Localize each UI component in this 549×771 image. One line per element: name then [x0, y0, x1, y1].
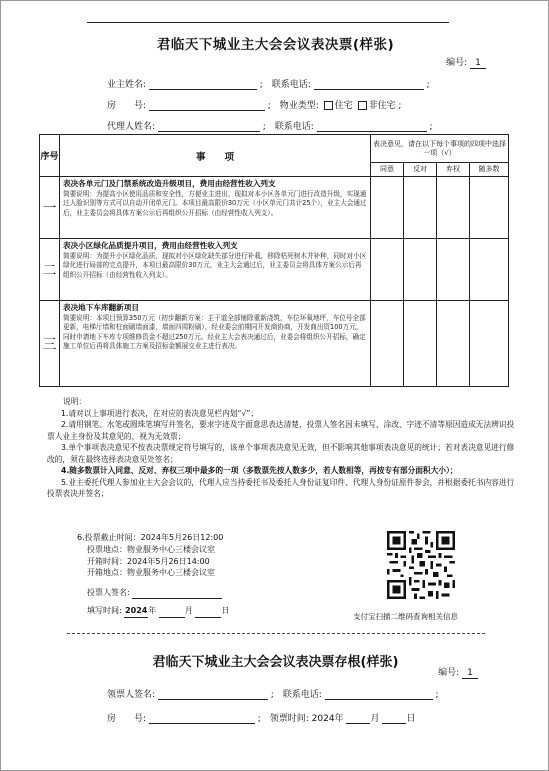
receive-day-label: 日 — [406, 714, 416, 724]
year-label: 年 — [148, 605, 157, 615]
ballot-title: 君临天下城业主大会会议表决票(样张) — [156, 37, 395, 53]
qr-code[interactable] — [387, 531, 455, 599]
item-title: 表决各单元门及门禁系统改造升级项目，费用由经营性收入列支 — [63, 179, 276, 188]
residential-checkbox[interactable] — [324, 101, 333, 110]
col-opinion-header: 表决意见，请在以下每个事项的四项中选择一项（√） — [371, 135, 509, 163]
owner-row: 业主姓名: ; 联系电话: ; — [107, 80, 430, 90]
voter-sign-label: 投票人签名: — [87, 588, 130, 598]
choice-agree-header: 同意 — [371, 163, 404, 177]
choice-majority-header: 随多数 — [470, 163, 509, 177]
stub-house-label: 房 号: — [107, 714, 147, 724]
property-type-label: 物业类型: — [279, 101, 319, 111]
proxy-name-label: 代理人姓名: — [107, 122, 156, 132]
serial-value: 1 — [470, 58, 486, 69]
item-number: 一 — [40, 177, 60, 239]
qr-caption: 支付宝扫描二维码查询相关信息 — [353, 612, 458, 621]
receive-time-label: 领票时间: — [269, 714, 309, 724]
residential-option: 住宅 — [334, 101, 353, 111]
stub-serial-label: 编号: — [438, 668, 460, 678]
proxy-row: 代理人姓名: ; 联系电话: ; — [107, 122, 433, 132]
owner-name-label: 业主姓名: — [107, 80, 147, 90]
vote-oppose-cell[interactable] — [404, 301, 437, 387]
vote-table — [39, 134, 509, 387]
vote-abstain-cell[interactable] — [437, 177, 470, 239]
cut-line — [67, 633, 485, 634]
deadline: 6.投票截止时间：2024年5月26日12:00 — [77, 533, 224, 542]
phone-label: 联系电话: — [271, 80, 311, 90]
item-title: 表决小区绿化品质提升项目，费用由经营性收入列支 — [63, 241, 238, 250]
vote-majority-cell[interactable] — [470, 239, 509, 301]
vote-agree-cell[interactable] — [371, 177, 404, 239]
fill-month-field[interactable] — [159, 607, 185, 618]
house-label: 房 号: — [107, 101, 147, 111]
vote-abstain-cell[interactable] — [437, 239, 470, 301]
proxy-phone-field[interactable] — [317, 121, 427, 132]
choice-abstain-header: 弃权 — [437, 163, 470, 177]
note-1: 1.请对以上事项进行表决，在对应的表决意见栏内划“√”； — [61, 408, 259, 418]
stub-title: 君临天下城业主大会会议表决票存根(样张) — [152, 655, 399, 670]
house-row: 房 号: ; 物业类型: 住宅 非住宅 ; — [107, 101, 402, 111]
table-row — [40, 301, 509, 387]
item-number: 二 — [40, 239, 60, 301]
vote-agree-cell[interactable] — [371, 239, 404, 301]
note-4: 4.随多数票计入同意、反对、弃权三项中最多的一项（多数票先按人数多少，若人数相等，再按专有部分面积大小）； — [61, 466, 458, 475]
stub-house-field[interactable] — [149, 713, 255, 724]
stub-phone-field[interactable] — [325, 689, 433, 700]
serial-label: 编号: — [446, 58, 468, 68]
receive-month-label: 月 — [370, 714, 380, 724]
day-label: 日 — [221, 605, 230, 615]
month-label: 月 — [184, 605, 193, 615]
non-residential-option: 非住宅 — [368, 101, 396, 111]
notes-heading: 说明： — [63, 397, 87, 406]
choice-oppose-header: 反对 — [404, 163, 437, 177]
item-content — [60, 239, 371, 301]
count-time: 开箱时间：2024年5月26日14:00 — [87, 556, 210, 566]
stub-receiver-row: 领票人签名: ; 联系电话: ; — [107, 690, 439, 700]
note-3: 3.单个事项表决意见不按表决票规定符号填写的，该单个事项表决意见无效，但不影响其他事项表决意见的统计；若对表决意见进行修改的，须在最终选择表决意见处签名； — [47, 443, 515, 464]
vote-location: 投票地点：物业服务中心三楼会议室 — [87, 544, 215, 554]
stub-serial — [438, 665, 478, 679]
item-title: 表决地下车库翻新项目 — [63, 303, 139, 312]
voting-info — [77, 532, 229, 618]
vote-oppose-cell[interactable] — [404, 177, 437, 239]
owner-name-field[interactable] — [149, 79, 257, 90]
receiver-field[interactable] — [158, 689, 268, 700]
non-residential-checkbox[interactable] — [358, 101, 367, 110]
serial-number — [446, 55, 486, 69]
fill-date-label: 填写时间: — [87, 605, 122, 615]
phone-field[interactable] — [314, 79, 424, 90]
top-rule — [87, 22, 449, 23]
stub-house-row: 房 号: ; 领票时间: 2024年 月 日 — [107, 714, 416, 724]
fill-year: 2024 — [124, 605, 148, 618]
note-2: 2.请用钢笔、水笔或圆珠笔填写并签名，要求字迹及字面意思表达清楚，投票人签名因未填写、涂改、字迹不清等原因造成无法辨识投票人业主身份及其意见的，视为无效票； — [47, 420, 515, 441]
fill-date-row — [77, 605, 229, 618]
item-desc: 简要说明：本项目预算350万元（初步翻新方案：主干道全部铺除重新浇筑，车位环氧地坪，车位号全部更新，电梯厅墙和柱面刷墙面漆，墙面四周粉刷），经业委会前期同开发商协商，开发商出资100万元，同时申请地下车库专项维修资金不超过250万元。经业主大会表决通过后，业委会将组织公开招标，确定施工单位后再将具体施工方案及招标金额展交业主进行表决。 — [63, 313, 366, 350]
col-item-header: 事 项 — [60, 135, 371, 177]
proxy-phone-label: 联系电话: — [274, 122, 314, 132]
voter-sign-field[interactable] — [132, 588, 222, 599]
receive-year: 2024 — [311, 714, 335, 724]
receive-year-label: 年 — [334, 714, 344, 724]
vote-abstain-cell[interactable] — [437, 301, 470, 387]
item-desc: 简要说明：为提高小区使用品质和安全性，方便业主进出，现拟对本小区各单元门进行改造升级，实现通过人脸识别等方式可以自动开闭单元门。本项目最高限价30万元（小区单元门共计25个），业主大会通过后，业主委员会将具体方案公示后再组织公开招标（由经营性收入列支）。 — [63, 189, 367, 217]
voter-sign-row — [77, 587, 229, 599]
item-number: 三 — [40, 301, 60, 387]
receive-month-field[interactable] — [346, 713, 370, 724]
proxy-name-field[interactable] — [158, 121, 260, 132]
item-content — [60, 177, 371, 239]
vote-oppose-cell[interactable] — [404, 239, 437, 301]
fill-day-field[interactable] — [195, 607, 221, 618]
receive-day-field[interactable] — [382, 713, 406, 724]
stub-serial-value: 1 — [462, 668, 478, 679]
receiver-label: 领票人签名: — [107, 690, 156, 700]
count-location: 开箱地点：物业服务中心三楼会议室 — [87, 568, 215, 578]
table-row — [40, 177, 509, 239]
vote-agree-cell[interactable] — [371, 301, 404, 387]
item-content — [60, 301, 371, 387]
vote-majority-cell[interactable] — [470, 301, 509, 387]
note-5: 5.业主委托代理人参加业主大会会议的，代理人应当持委托书及委托人身份证复印件、代理人身份证原件参会，并根据委托书内容进行投票表决并签名； — [47, 477, 515, 498]
col-no-header: 序号 — [40, 135, 60, 177]
house-field[interactable] — [149, 100, 265, 111]
instructions — [47, 396, 517, 500]
vote-majority-cell[interactable] — [470, 177, 509, 239]
table-row — [40, 239, 509, 301]
stub-phone-label: 联系电话: — [282, 690, 322, 700]
item-desc: 简要说明：为提升小区绿化品质，现拟对小区绿化缺失部分进行补栽，移除枯死树木并补种，同时对小区绿化进行局部的完点提升，本项目最高限价30万元，业主大会通过后，业主委员会将具体方案公示后再组织公开招标（由经营性收入列支）。 — [63, 251, 367, 279]
